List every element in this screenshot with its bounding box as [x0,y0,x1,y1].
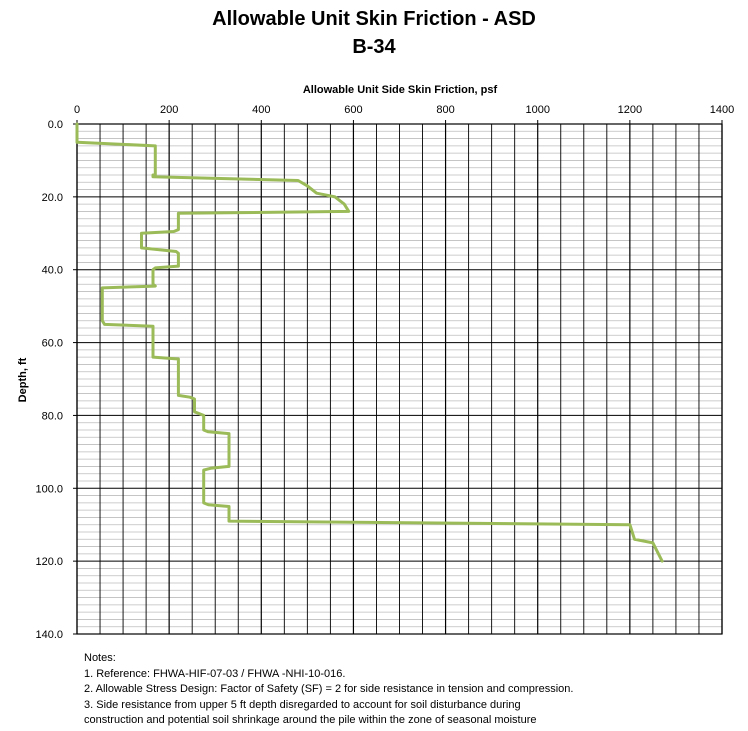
notes-heading: Notes: [84,652,116,664]
note-line-1: 1. Reference: FHWA-HIF-07-03 / FHWA -NHI-10-016. [84,667,346,680]
grid-layer [77,124,722,634]
y-tick-label: 20.0 [41,191,63,204]
x-axis-label: Allowable Unit Side Skin Friction, psf [302,84,498,96]
y-tick-label: 80.0 [41,410,63,423]
y-tick-label: 120.0 [35,556,63,569]
x-tick-label: 600 [344,104,363,116]
y-axis-label: Depth, ft [17,357,29,403]
x-tick-label: 1400 [709,104,735,116]
y-tick-label: 60.0 [41,337,63,350]
notes-block [84,651,573,729]
x-tick-label: 0 [73,104,81,116]
x-tick-label: 200 [159,104,179,116]
chart-title: Allowable Unit Skin Friction - ASD [212,8,536,30]
y-tick-label: 0.0 [47,119,63,131]
note-line-4: construction and potential soil shrinkage around the pile within the zone of seasonal moisture [84,714,537,726]
x-tick-label: 1200 [617,104,643,116]
y-tick-label: 140.0 [35,629,63,641]
chart-subtitle: B-34 [352,36,396,58]
note-line-2: 2. Allowable Stress Design: Factor of Safety (SF) = 2 for side resistance in tension and compression. [84,683,574,695]
note-line-3: 3. Side resistance from upper 5 ft depth disregarded to account for soil disturbance during [84,698,521,711]
y-tick-label: 100.0 [35,483,63,496]
y-tick-label: 40.0 [41,264,63,277]
x-tick-label: 800 [436,104,455,116]
x-tick-label: 400 [252,104,271,116]
x-tick-label: 1000 [525,104,550,116]
